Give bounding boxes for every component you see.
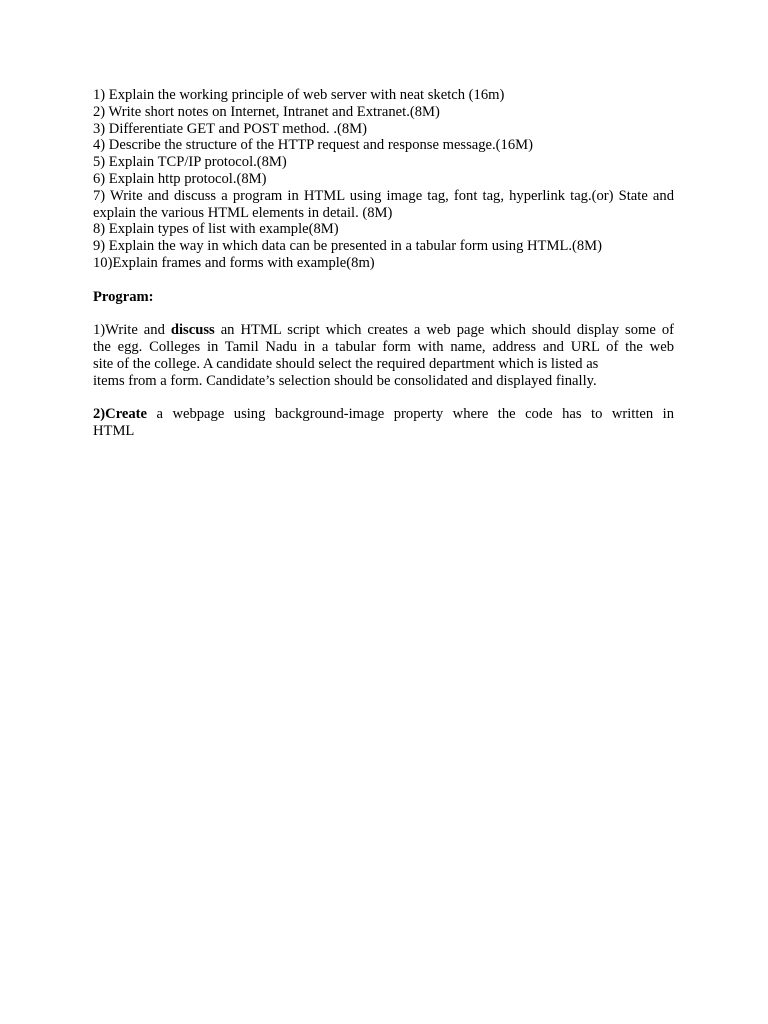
question-4: 4) Describe the structure of the HTTP request and response message.(16M) <box>93 137 533 154</box>
question-5: 5) Explain TCP/IP protocol.(8M) <box>93 154 287 171</box>
question-1: 1) Explain the working principle of web server with neat sketch (16m) <box>93 87 505 103</box>
question-9: 9) Explain the way in which data can be presented in a tabular form using HTML.(8M) <box>93 238 603 255</box>
document-page <box>93 87 674 440</box>
question-7: 7) Write and discuss a program in HTML using image tag, font tag, hyperlink tag.(or) State and explain the various HTML elements in detail. (8M) <box>93 187 674 221</box>
program-item-1 <box>93 322 674 389</box>
question-8: 8) Explain types of list with example(8M) <box>93 221 339 238</box>
program-item-1-bold: discuss <box>170 322 215 339</box>
program-item-2-line-2: HTML <box>93 422 135 439</box>
question-10: 10)Explain frames and forms with example(8m) <box>93 254 375 271</box>
program-item-1-line-2: the egg. Colleges in Tamil Nadu in a tabular form with name, address and URL of the web <box>93 338 674 355</box>
question-6: 6) Explain http protocol.(8M) <box>93 170 267 187</box>
program-item-1-line-3: site of the college. A candidate should select the required department which is listed as <box>93 355 599 372</box>
question-3: 3) Differentiate GET and POST method. .(8M) <box>93 120 367 137</box>
question-2: 2) Write short notes on Internet, Intranet and Extranet.(8M) <box>93 103 440 120</box>
program-item-1-line-1-rest: an HTML script which creates a web page which should display some of <box>214 322 674 339</box>
program-item-2-line-1 <box>93 406 674 423</box>
program-item-2 <box>93 406 674 440</box>
program-item-2-line-1-rest: a webpage using background-image property where the code has to written in <box>147 406 674 423</box>
program-item-1-prefix: 1)Write and <box>93 322 171 339</box>
question-list <box>93 87 674 272</box>
program-item-2-bold: 2)Create <box>93 406 148 423</box>
program-item-1-line-4: items from a form. Candidate’s selection should be consolidated and displayed finally. <box>93 372 597 389</box>
program-heading: Program: <box>93 288 154 305</box>
program-item-1-line-1 <box>93 322 674 339</box>
